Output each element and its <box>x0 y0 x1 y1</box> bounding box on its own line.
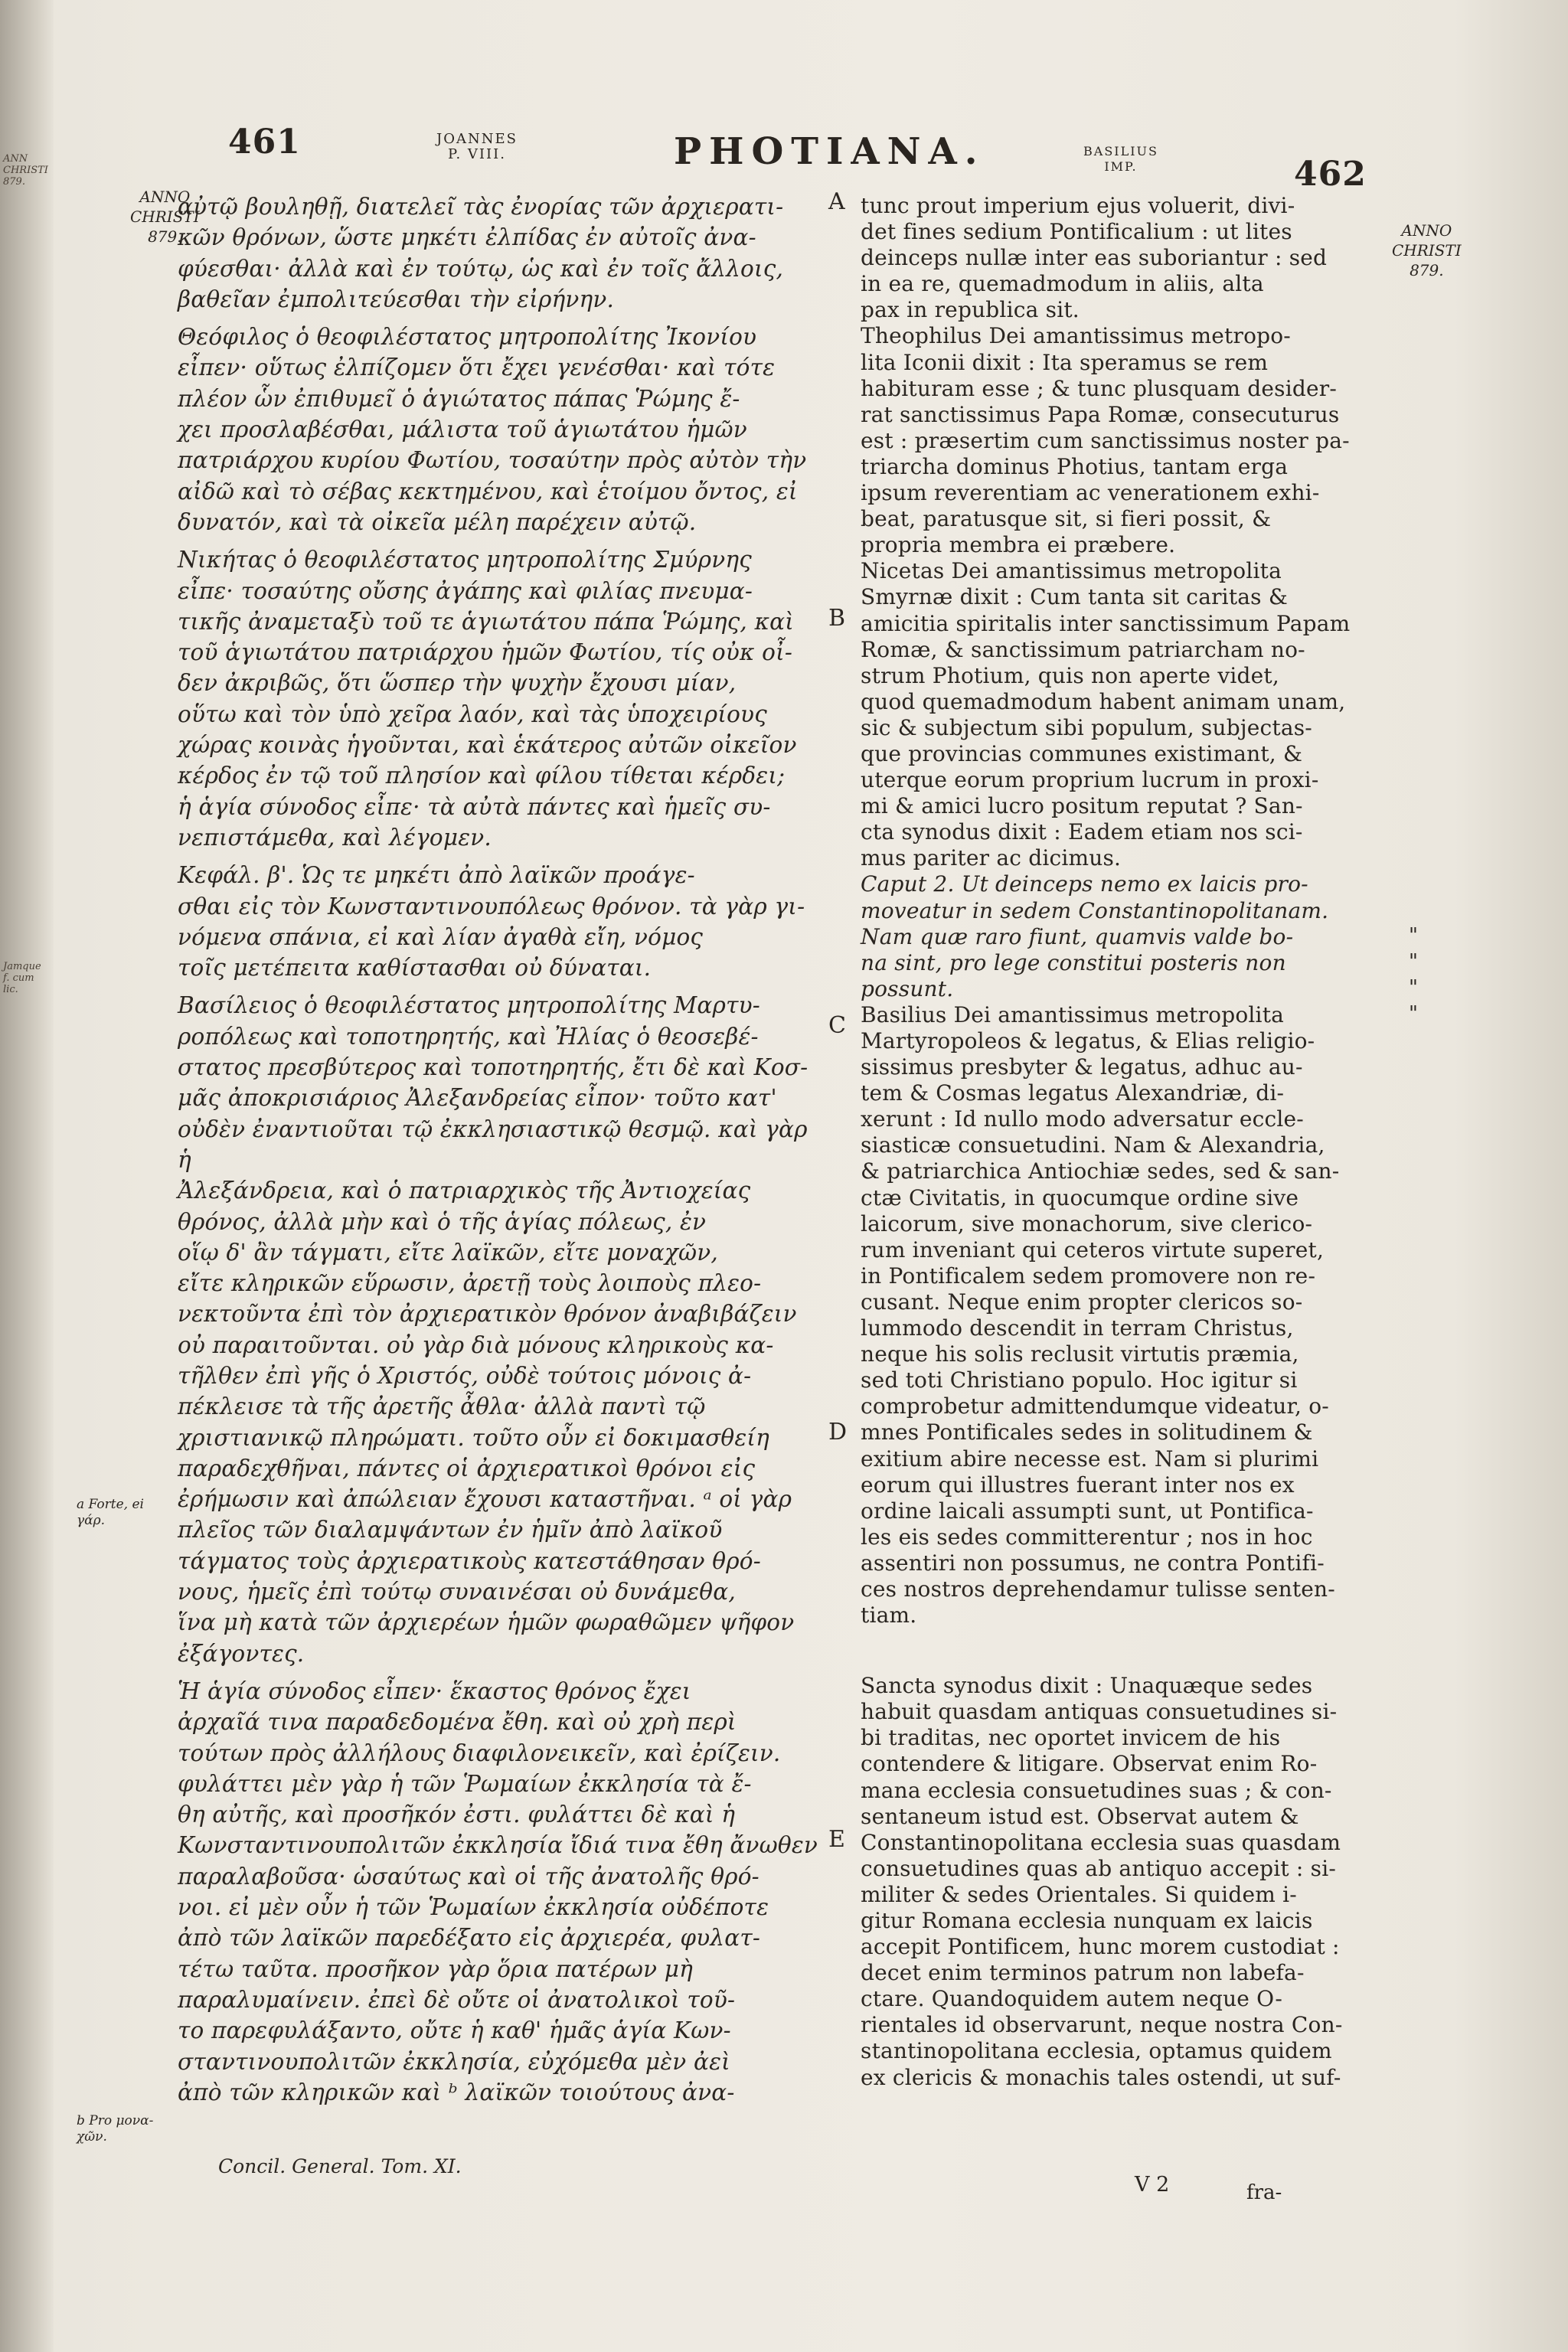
greek-text-column <box>178 191 819 2108</box>
greek-paragraph: Ἡ ἁγία σύνοδος εἶπεν· ἕκαστος θρόνος ἔχει ἀρχαῖά τινα παραδεδομένα ἔθη. καὶ οὐ χρὴ περὶ τούτων πρὸς ἀλλήλους διαφιλονεικεῖν, καὶ ἐρίζειν. φυλάττει μὲν γὰρ ἡ τῶν Ῥωμαίων ἐκκλησία τὰ ἔ- θη αὐτῆς, καὶ προσῆκόν ἐστι. φυλάττει δὲ καὶ ἡ Κωνσταντινουπολιτῶν ἐκκλησία ἴδιά τινα ἔθη ἄνωθεν παραλαβοῦσα· ὡσαύτως καὶ οἱ τῆς ἀνατολῆς θρό- νοι. εἰ μὲν οὖν ἡ τῶν Ῥωμαίων ἐκκλησία οὐδέποτε ἀπὸ τῶν λαϊκῶν παρεδέξατο εἰς ἀρχιερέα, φυλατ- τέτω ταῦτα. προσῆκον γὰρ ὅρια πατέρων μὴ παραλυμαίνειν. ἐπεὶ δὲ οὔτε οἱ ἀνατολικοὶ τοῦ- το παρεφυλάξαντο, οὔτε ἡ καθ' ἡμᾶς ἁγία Κων- σταντινουπολιτῶν ἐκκλησία, εὐχόμεθα μὲν ἀεὶ ἀπὸ τῶν κληρικῶν καὶ ᵇ λαϊκῶν τοιούτους ἀνα- <box>178 1677 818 2105</box>
left-year-label: ANNO CHRISTI 879. <box>130 188 200 246</box>
section-letter-d: D <box>828 1419 848 1446</box>
quote-marks: " " " " <box>1409 924 1418 1025</box>
margin-note-a: a Forte, ei γάρ. <box>77 1497 144 1528</box>
latin-paragraph: tunc prout imperium ejus voluerit, divi- det fines sedium Pontificalium : ut lites deinceps nullæ inter eas suboriantur : sed in ea re, quemadmodum in aliis, alta pax in republica sit. <box>861 193 1328 323</box>
signature-mark: V 2 <box>1135 2173 1170 2197</box>
latin-text-column <box>861 193 1396 2091</box>
edge-year-label: ANN CHRISTI 879. <box>3 153 48 188</box>
latin-paragraph: Caput 2. Ut deinceps nemo ex laicis pro- moveatur in sedem Constantinopolitanam. Nam quæ raro fiunt, quamvis valde bo- na sint, pro lege constitui posteris non possunt. <box>861 871 1329 1001</box>
greek-paragraph: Βασίλειος ὁ θεοφιλέστατος μητροπολίτης Μαρτυ- ροπόλεως καὶ τοποτηρητής, καὶ Ἠλίας ὁ θεοσεβέ- στατος πρεσβύτερος καὶ τοποτηρητής, ἔτι δὲ καὶ Κοσ- μᾶς ἀποκρισιάριος Ἀλεξανδρείας εἶπον· τοῦτο κατ' οὐδὲν ἐναντιοῦται τῷ ἐκκλησιαστικῷ θεσμῷ. καὶ γὰρ ἡ Ἀλεξάνδρεια, καὶ ὁ πατριαρχικὸς τῆς Ἀντιοχείας θρόνος, ἀλλὰ μὴν καὶ ὁ τῆς ἁγίας πόλεως, ἐν οἵῳ δ' ἂν τάγματι, εἴτε λαϊκῶν, εἴτε μοναχῶν, εἴτε κληρικῶν εὕρωσιν, ἀρετῇ τοὺς λοιποὺς πλεο- νεκτοῦντα ἐπὶ τὸν ἀρχιερατικὸν θρόνον ἀναβιβάζειν οὐ παραιτοῦνται. οὐ γὰρ διὰ μόνους κληρικοὺς κα- τῆλθεν ἐπὶ γῆς ὁ Χριστός, οὐδὲ τούτοις μόνοις ἀ- πέκλεισε τὰ τῆς ἀρετῆς ἆθλα· ἀλλὰ παντὶ τῷ χριστιανικῷ πληρώματι. τοῦτο οὖν εἰ δοκιμασθείη παραδεχθῆναι, πάντες οἱ ἀρχιερατικοὶ θρόνοι εἰς ἐρήμωσιν καὶ ἀπώλειαν ἔχουσι καταστῆναι. ᵃ οἱ γὰρ πλεῖος τῶν διαλαμψάντων ἐν ἡμῖν ἀπὸ λαϊκοῦ τάγματος τοὺς ἀρχιερατικοὺς κατεστάθησαν θρό- νους, ἡμεῖς ἐπὶ τούτῳ συναινέσαι οὐ δυνάμεθα, ἵνα μὴ κατὰ τῶν ἀρχιερέων ἡμῶν φωραθῶμεν ψῆφον ἐξάγοντες. <box>178 992 808 1667</box>
page-title: PHOTIANA. <box>674 130 985 173</box>
edge-margin-note: Jamque f. cum lic. <box>3 961 41 995</box>
greek-paragraph: Θεόφιλος ὁ θεοφιλέστατος μητροπολίτης Ἰκονίου εἶπεν· οὕτως ἐλπίζομεν ὅτι ἔχει γενέσθαι· καὶ τότε πλέον ὧν ἐπιθυμεῖ ὁ ἁγιώτατος πάπας Ῥώμης ἔ- χει προσλαβέσθαι, μάλιστα τοῦ ἁγιωτάτου ἡμῶν πατριάρχου κυρίου Φωτίου, τοσαύτην πρὸς αὐτὸν τὴν αἰδῶ καὶ τὸ σέβας κεκτημένου, καὶ ἑτοίμου ὄντος, εἰ δυνατόν, καὶ τὰ οἰκεῖα μέλη παρέχειν αὐτῷ. <box>178 324 807 535</box>
section-letter-a: A <box>828 188 845 215</box>
right-year-label: ANNO CHRISTI 879. <box>1392 221 1462 279</box>
greek-paragraph: αὐτῷ βουληθῇ, διατελεῖ τὰς ἐνορίας τῶν ἀρχιερατι- κῶν θρόνων, ὥστε μηκέτι ἐλπίδας ἐν αὐτοῖς ἀνα- φύεσθαι· ἀλλὰ καὶ ἐν τούτῳ, ὡς καὶ ἐν τοῖς ἄλλοις, βαθεῖαν ἐμπολιτεύεσθαι τὴν εἰρήνην. <box>178 194 784 312</box>
latin-paragraph: Sancta synodus dixit : Unaquæque sedes habuit quasdam antiquas consuetudines si- bi traditas, nec oportet invicem de his contendere & litigare. Observat enim Ro- mana ecclesia consuetudines suas ; & con- sentaneum istud est. Observat autem & Constantinopolitana ecclesia suas quasdam consuetudines quas ab antiquo accepit : si- militer & sedes Orientales. Si quidem i- gitur Romana ecclesia nunquam ex laicis accepit Pontificem, hunc morem custodiat : decet enim terminos patrum non labefa- ctare. Quandoquidem autem neque O- rientales id observarunt, neque nostra Con- stantinopolitana ecclesia, optamus quidem ex clericis & monachis tales ostendi, ut suf- <box>861 1673 1343 2090</box>
greek-paragraph: Νικήτας ὁ θεοφιλέστατος μητροπολίτης Σμύρνης εἶπε· τοσαύτης οὔσης ἀγάπης καὶ φιλίας πνευμα- τικῆς ἀναμεταξὺ τοῦ τε ἁγιωτάτου πάπα Ῥώμης, καὶ τοῦ ἁγιωτάτου πατριάρχου ἡμῶν Φωτίου, τίς οὐκ οἶ- δεν ἀκριβῶς, ὅτι ὥσπερ τὴν ψυχὴν ἔχουσι μίαν, οὕτω καὶ τὸν ὑπὸ χεῖρα λαόν, καὶ τὰς ὑποχειρίους χώρας κοινὰς ἡγοῦνται, καὶ ἑκάτερος αὐτῶν οἰκεῖον κέρδος ἐν τῷ τοῦ πλησίον καὶ φίλου τίθεται κέρδει; ἡ ἁγία σύνοδος εἶπε· τὰ αὐτὰ πάντες καὶ ἡμεῖς συ- νεπιστάμεθα, καὶ λέγομεν. <box>178 547 797 851</box>
section-letter-c: C <box>828 1012 846 1039</box>
latin-paragraph: Theophilus Dei amantissimus metropo- lita Iconii dixit : Ita speramus se rem habituram esse ; & tunc plusquam desider- rat sanctissimus Papa Romæ, consecuturus est : præsertim cum sanctissimus noster pa- triarcha dominus Photius, tantam erga ipsum reverentiam ac venerationem exhi- beat, paratusque sit, si fieri possit, & propria membra ei præbere. <box>861 323 1350 558</box>
left-running-head: JOANNES P. VIII. <box>436 131 518 162</box>
latin-paragraph: Basilius Dei amantissimus metropolita Martyropoleos & legatus, & Elias religio- sissimus presbyter & legatus, adhuc au- tem & Cosmas legatus Alexandriæ, di- xerunt : Id nullo modo adversatur eccle- siasticæ consuetudini. Nam & Alexandria, & patriarchica Antiochiæ sedes, sed & san- ctæ Civitatis, in quocumque ordine sive laicorum, sive monachorum, sive clerico- rum inveniant qui ceteros virtute superet, in Pontificalem sedem promovere non re- cusant. Neque enim propter clericos so- lummodo descendit in terram Christus, neque his solis reclusit virtutis præmia, sed toti Christiano populo. Hoc igitur si comprobetur admittendumque videatur, o- mnes Pontificales sedes in solitudinem & exitium abire necesse est. Nam si plurimi eorum qui illustres fuerant inter nos ex ordine laicali assumpti sunt, ut Pontifica- les eis sedes committerentur ; nos in hoc assentiri non possumus, ne contra Pontifi- ces nostros deprehendamur tulisse senten- tiam. <box>861 1001 1340 1628</box>
margin-note-b: b Pro μονα- χῶν. <box>77 2113 154 2145</box>
left-page-edge <box>0 0 54 2352</box>
latin-paragraph: Nicetas Dei amantissimus metropolita Smyrnæ dixit : Cum tanta sit caritas & amicitia spiritalis inter sanctissimum Papam Romæ, & sanctissimum patriarcham no- strum Photium, quis non aperte videt, quod quemadmodum habent animam unam, sic & subjectum sibi populum, subjectas- que provincias communes existimant, & uterque eorum proprium lucrum in proxi- mi & amici lucro positum reputat ? San- cta synodus dixit : Eadem etiam nos sci- mus pariter ac dicimus. <box>861 558 1351 871</box>
section-letter-e: E <box>828 1826 845 1853</box>
footer-volume: Concil. General. Tom. XI. <box>218 2155 462 2177</box>
greek-paragraph: Κεφάλ. β'. Ὡς τε μηκέτι ἀπὸ λαϊκῶν προάγε- σθαι εἰς τὸν Κωνσταντινουπόλεως θρόνον. τὰ γὰρ γι- νόμενα σπάνια, εἰ καὶ λίαν ἀγαθὰ εἴη, νόμος τοῖς μετέπειτα καθίστασθαι οὐ δύναται. <box>178 862 805 982</box>
catchword: fra- <box>1246 2181 1282 2204</box>
section-letter-b: B <box>828 605 846 632</box>
right-page-number: 462 <box>1294 155 1367 194</box>
left-page-number: 461 <box>228 122 301 162</box>
right-running-head: BASILIUS IMP. <box>1083 144 1158 174</box>
